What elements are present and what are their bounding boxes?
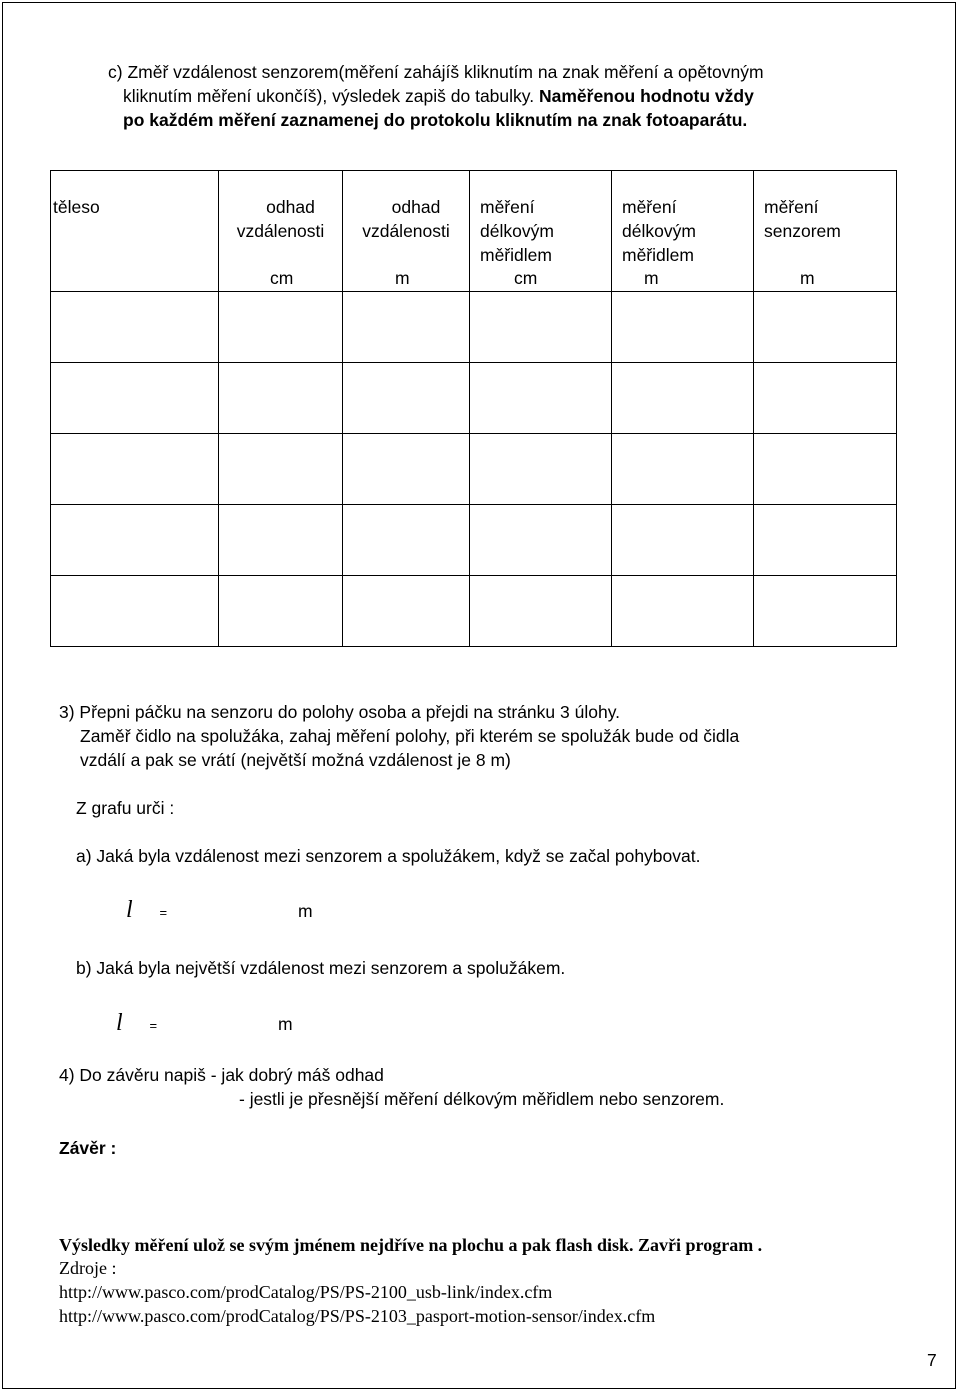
task-c-line-3: po každém měření zaznamenej do protokolu kliknutím na znak fotoaparátu. (123, 110, 748, 130)
table-row (51, 504, 897, 575)
answer-a-unit: m (298, 901, 313, 921)
header-odhad-1-line-1: odhad (266, 197, 315, 217)
header-odhad-2-line-1: odhad (391, 197, 441, 217)
source-link-1[interactable]: http://www.pasco.com/prodCatalog/PS/PS-2100_usb-link/index.cfm (59, 1282, 553, 1302)
header-odhad-2-line-2: vzdálenosti (362, 221, 450, 241)
answer-a-symbol: l (126, 897, 133, 923)
unit-senzor-m: m (800, 268, 815, 288)
task-c-line-2 (123, 84, 754, 108)
answer-b (116, 1011, 293, 1038)
task-c-line-2-text: kliknutím měření ukončíš), výsledek zapiš do tabulky. (123, 86, 539, 106)
unit-meridlo-m: m (644, 268, 659, 288)
header-mereni-1-line-3: měřidlem (480, 245, 552, 265)
table-row (51, 291, 897, 362)
header-senzor-line-2: senzorem (764, 221, 841, 241)
task-c-line-2-bold: Naměřenou hodnotu vždy (538, 86, 754, 106)
header-odhad-1-line-2: vzdálenosti (236, 221, 325, 241)
answer-b-symbol: l (116, 1010, 123, 1036)
conclusion-label: Závěr : (59, 1138, 117, 1158)
answer-a-equals: = (159, 905, 168, 920)
unit-meridlo-cm: cm (514, 268, 538, 288)
task-c-line-1: c) Změř vzdálenost senzorem(měření zahájíš kliknutím na znak měření a opětovným (108, 62, 764, 82)
measurement-table (50, 170, 897, 647)
task-4-line-1: 4) Do závěru napiš - jak dobrý máš odhad (59, 1065, 384, 1085)
question-a: a) Jaká byla vzdálenost mezi senzorem a spolužákem, když se začal pohybovat. (76, 846, 701, 866)
footer-instruction: Výsledky měření ulož se svým jménem nejdříve na plochu a pak flash disk. Zavři program . (59, 1235, 763, 1255)
table-row (51, 362, 897, 433)
task-4-line-2: - jestli je přesnější měření délkovým měřidlem nebo senzorem. (239, 1089, 725, 1109)
answer-b-unit: m (278, 1014, 293, 1034)
source-link-2[interactable]: http://www.pasco.com/prodCatalog/PS/PS-2103_pasport-motion-sensor/index.cfm (59, 1306, 656, 1326)
header-teleso: těleso (53, 197, 100, 217)
graph-prompt: Z grafu urči : (76, 798, 175, 818)
unit-odhad-m: m (395, 268, 410, 288)
answer-a (126, 898, 313, 925)
header-mereni-1-line-1: měření (480, 197, 535, 217)
header-mereni-2-line-1: měření (622, 197, 677, 217)
table-units (50, 268, 896, 292)
task-3-line-3: vzdálí a pak se vrátí (největší možná vzdálenost je 8 m) (80, 750, 511, 770)
header-senzor-line-1: měření (764, 197, 819, 217)
page-number: 7 (927, 1350, 937, 1370)
table-row (51, 433, 897, 504)
task-3-line-1: 3) Přepni páčku na senzoru do polohy osoba a přejdi na stránku 3 úlohy. (59, 702, 621, 722)
header-mereni-2-line-3: měřidlem (622, 245, 694, 265)
table-row (51, 575, 897, 646)
sources-label: Zdroje : (59, 1258, 117, 1278)
task-3-line-2: Zaměř čidlo na spolužáka, zahaj měření polohy, při kterém se spolužák bude od čidla (80, 726, 740, 746)
answer-b-equals: = (149, 1018, 158, 1033)
unit-odhad-cm: cm (270, 268, 294, 288)
header-mereni-1-line-2: délkovým (480, 221, 554, 241)
question-b: b) Jaká byla největší vzdálenost mezi senzorem a spolužákem. (76, 958, 566, 978)
header-mereni-2-line-2: délkovým (622, 221, 696, 241)
